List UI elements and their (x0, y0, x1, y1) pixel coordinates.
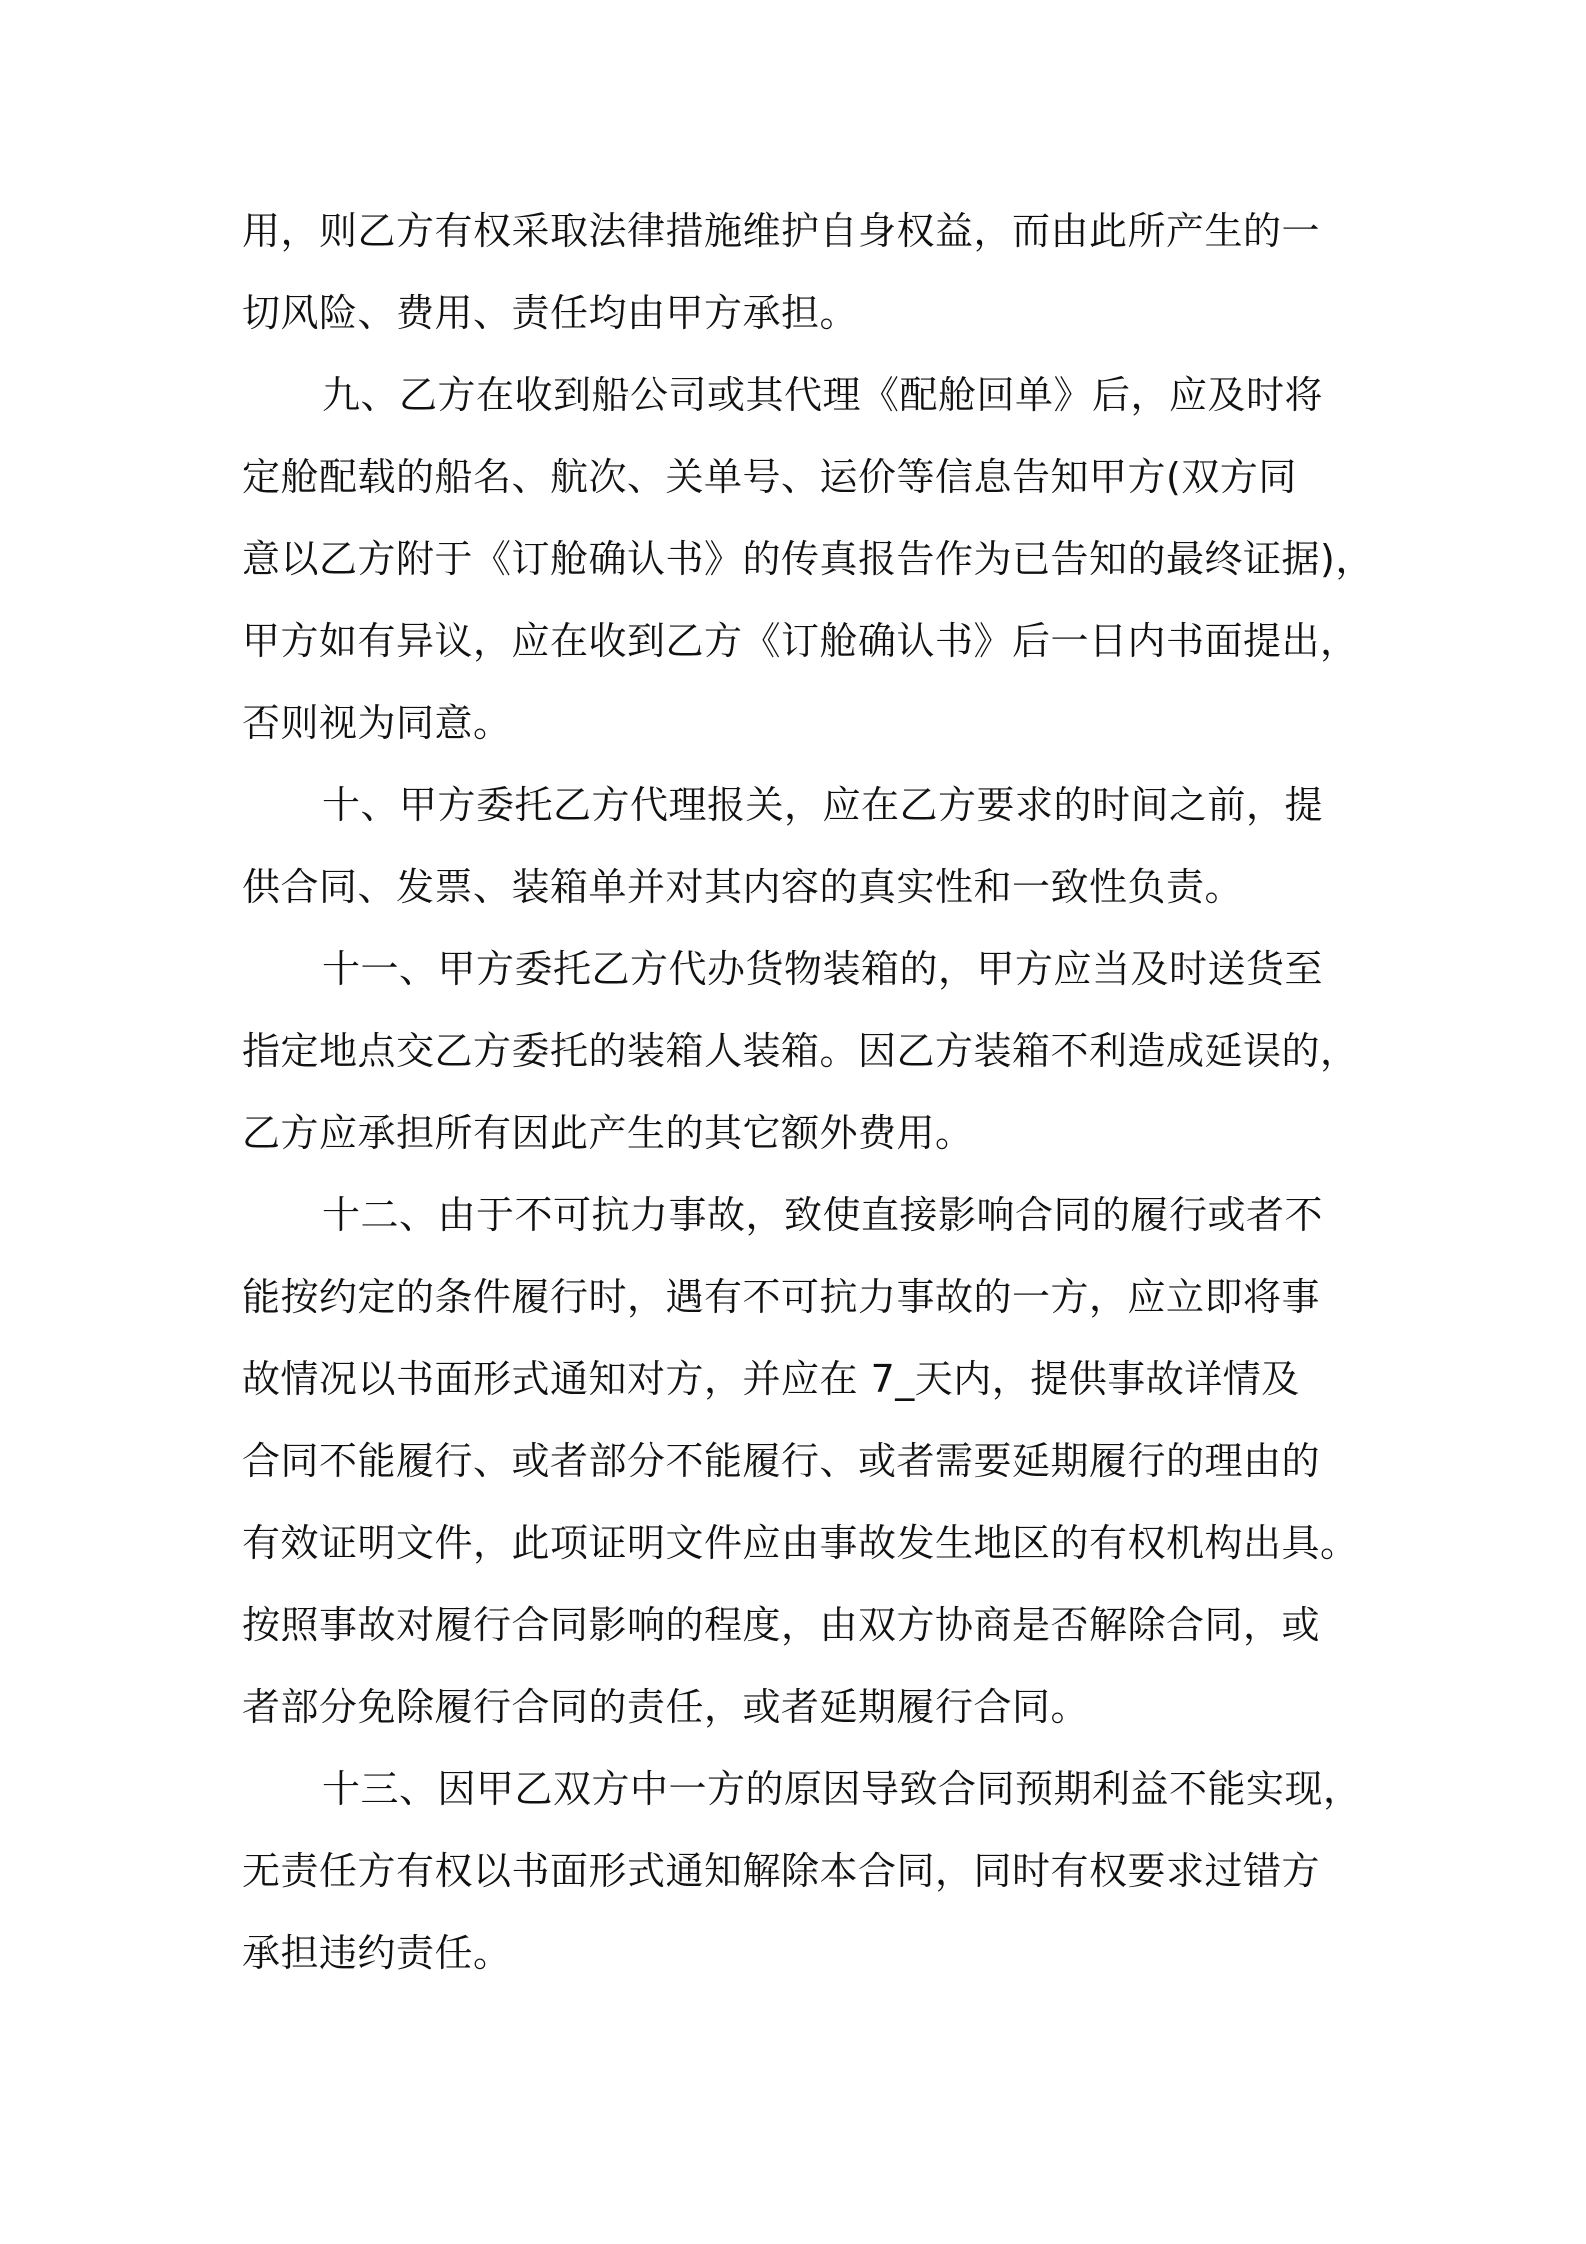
clause-11-first-line: 十一、甲方委托乙方代办货物装箱的，甲方应当及时送货至 (322, 947, 1324, 991)
clause-13-first-line: 十三、因甲乙双方中一方的原因导致合同预期利益不能实现， (322, 1767, 1362, 1811)
text-line: 意以乙方附于《订舱确认书》的传真报告作为已告知的最终证据)， (242, 537, 1374, 581)
text-line: 无责任方有权以书面形式通知解除本合同，同时有权要求过错方 (242, 1849, 1321, 1893)
text-line: 有效证明文件，此项证明文件应由事故发生地区的有权机构出具。 (242, 1521, 1359, 1565)
text-line: 指定地点交乙方委托的装箱人装箱。因乙方装箱不利造成延误的， (242, 1029, 1359, 1073)
text-line: 否则视为同意。 (242, 701, 512, 745)
text-line: 甲方如有异议，应在收到乙方《订舱确认书》后一日内书面提出， (242, 619, 1359, 663)
text-line: 合同不能履行、或者部分不能履行、或者需要延期履行的理由的 (242, 1439, 1321, 1483)
text-line: 承担违约责任。 (242, 1931, 512, 1975)
clause-10-first-line: 十、甲方委托乙方代理报关，应在乙方要求的时间之前，提 (322, 783, 1324, 827)
clause-9-first-line: 九、乙方在收到船公司或其代理《配舱回单》后，应及时将 (322, 373, 1324, 417)
text-line: 切风险、费用、责任均由甲方承担。 (242, 291, 859, 335)
text-line: 用，则乙方有权采取法律措施维护自身权益，而由此所产生的一 (242, 209, 1321, 253)
text-line: 按照事故对履行合同影响的程度，由双方协商是否解除合同，或 (242, 1603, 1321, 1647)
text-line: 能按约定的条件履行时，遇有不可抗力事故的一方，应立即将事 (242, 1275, 1321, 1319)
text-line: 定舱配载的船名、航次、关单号、运价等信息告知甲方(双方同 (242, 455, 1297, 499)
text-line: 乙方应承担所有因此产生的其它额外费用。 (242, 1111, 974, 1155)
document-body (242, 190, 1382, 1994)
text-line: 故情况以书面形式通知对方，并应在 7_天内，提供事故详情及 (242, 1357, 1300, 1401)
text-line: 者部分免除履行合同的责任，或者延期履行合同。 (242, 1685, 1090, 1729)
text-line: 供合同、发票、装箱单并对其内容的真实性和一致性负责。 (242, 865, 1244, 909)
clause-12-first-line: 十二、由于不可抗力事故，致使直接影响合同的履行或者不 (322, 1193, 1324, 1237)
